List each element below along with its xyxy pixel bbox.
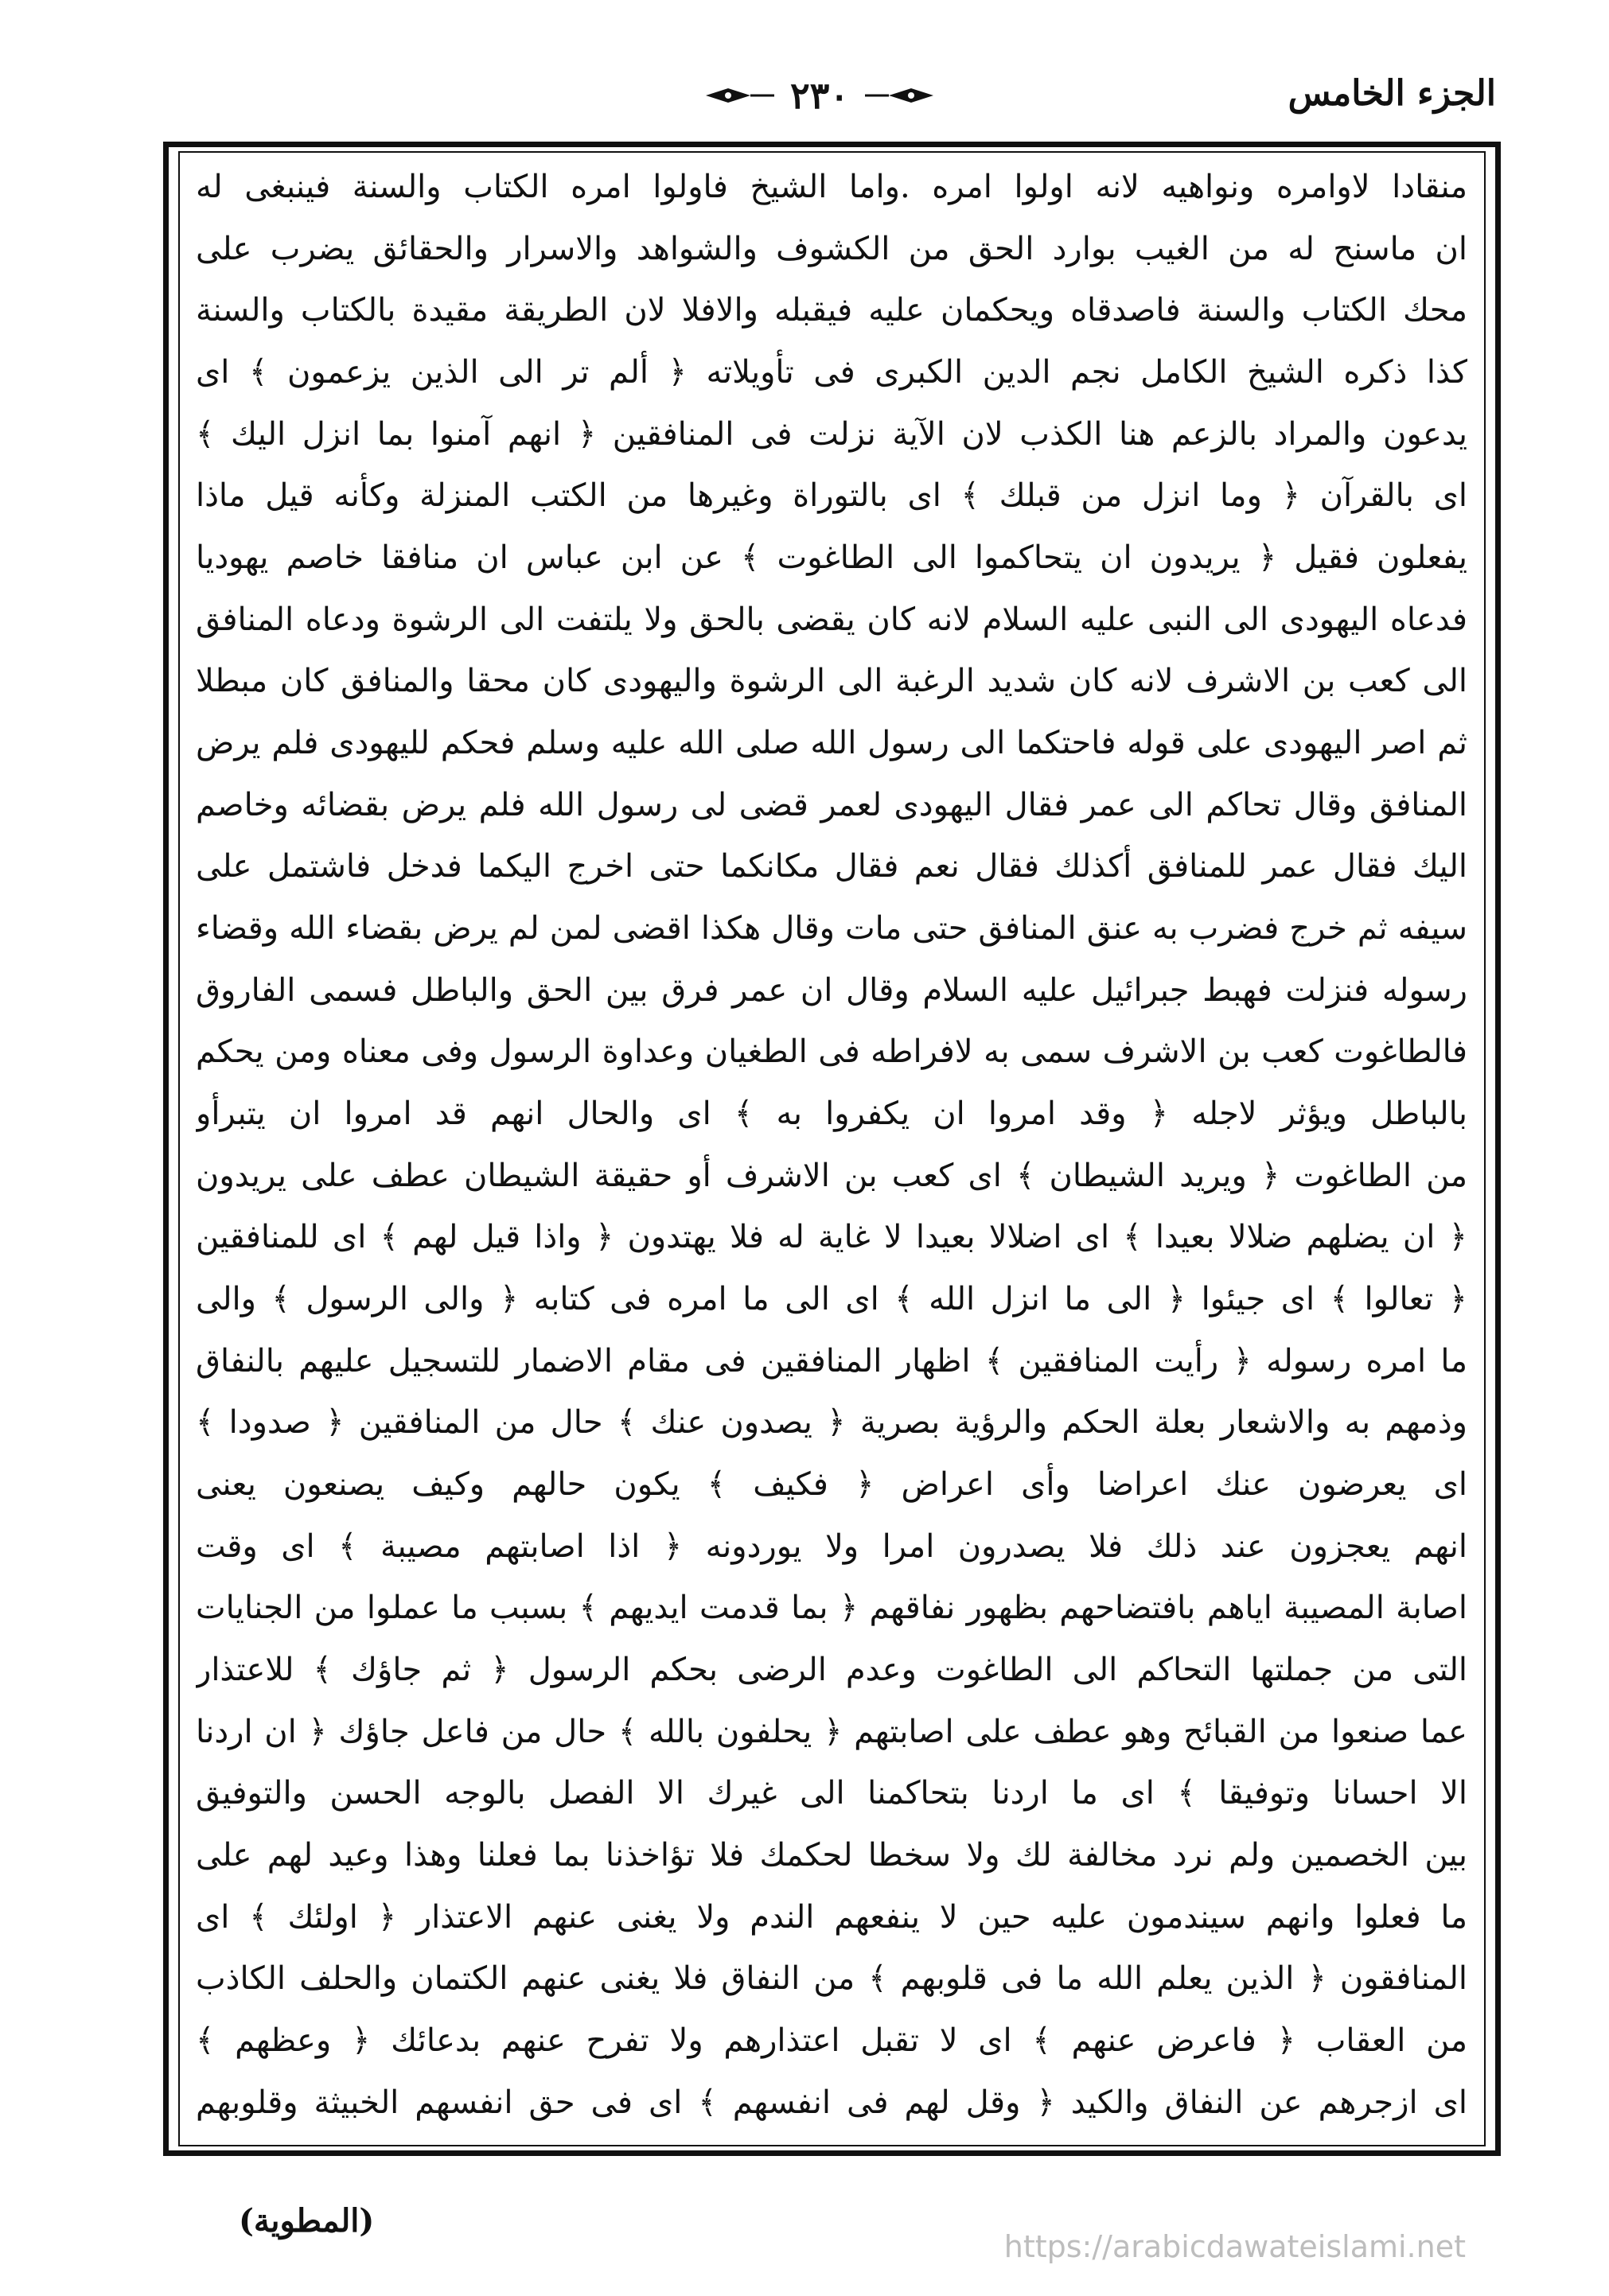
text-line: بين الخصمين ولم نرد مخالفة لك ولا سخطا لحكمك فلا تؤاخذنا بما فعلنا وهذا وعيد لهم على [196,1837,1467,1874]
text-line: محك الكتاب والسنة فاصدقاه ويحكمان عليه فيقبله والافلا لان الطريقة مقيدة بالكتاب والسنة [196,292,1467,329]
text-line: اليك فقال عمر للمنافق أكذلك فقال نعم فقال مكانكما حتى اخرج اليكما فدخل فاشتمل على [196,848,1467,885]
text-line: منقادا لاوامره ونواهيه لانه اولوا امره .واما الشيخ فاولوا امره الكتاب والسنة فينبغى له [196,169,1467,205]
source-watermark: https://arabicdawateislami.net [1003,2229,1466,2264]
text-line: المنافق وقال تحاكم الى عمر فقال اليهودى لعمر قضى لى رسول الله فلم يرض بقضائه وخاصم [196,786,1467,823]
text-line: من العقاب ﴿ فاعرض عنهم ﴾ اى لا تقبل اعتذارهم ولا تفرح عنهم بدعائك ﴿ وعظهم ﴾ [196,2022,1467,2060]
text-line: يدعون والمراد بالزعم هنا الكذب لان الآية نزلت فى المنافقين ﴿ انهم آمنوا بما انزل اليك ﴾ [196,415,1467,453]
text-line: وذمهم به والاشعار بعلة الحكم والرؤية بصرية ﴿ يصدون عنك ﴾ حال من المنافقين ﴿ صدودا ﴾ [196,1404,1467,1442]
text-line: من الطاغوت ﴿ ويريد الشيطان ﴾ اى كعب بن الاشرف أو حقيقة الشيطان عطف على يريدون [196,1157,1467,1194]
text-line: المنافقون ﴿ الذين يعلم الله ما فى قلوبهم ﴾ من النفاق فلا يغنى عنهم الكتمان والحلف الكاذب [196,1960,1467,1998]
text-line: الا احسانا وتوفيقا ﴾ اى ما اردنا بتحاكمنا الى غيرك الا الفصل بالوجه الحسن والتوفيق [196,1775,1467,1812]
page-number: ٢٣٠ [789,74,850,117]
text-line: ما فعلوا وانهم سيندمون عليه حين لا ينفعهم الندم ولا يغنى عنهم الاعتذار ﴿ اولئك ﴾ اى [196,1898,1467,1936]
text-line: اى بالقرآن ﴿ وما انزل من قبلك ﴾ اى بالتوراة وغيرها من الكتب المنزلة وكأنه قيل ماذا [196,477,1467,515]
text-line: يفعلون فقيل ﴿ يريدون ان يتحاكموا الى الطاغوت ﴾ عن ابن عباس ان منافقا خاصم يهوديا [196,539,1467,577]
text-line: سيفه ثم خرج فضرب به عنق المنافق حتى مات وقال هكذا اقضى لمن لم يرض بقضاء الله وقضاء [196,910,1467,948]
text-line: التى من جملتها التحاكم الى الطاغوت وعدم الرضى بحكم الرسول ﴿ ثم جاؤك ﴾ للاعتذار [196,1652,1467,1689]
text-line: اى يعرضون عنك اعراضا وأى اعراض ﴿ فكيف ﴾ يكون حالهم وكيف يصنعون يعنى [196,1466,1467,1504]
text-line: الى كعب بن الاشرف لانه كان شديد الرغبة الى الرشوة واليهودى كان محقا والمنافق كان مبطلا [196,663,1467,700]
text-line: ﴿ تعالوا ﴾ اى جيئوا ﴿ الى ما انزل الله ﴾ اى الى ما امره فى كتابه ﴿ والى الرسول ﴾ والى [196,1281,1467,1318]
text-line: كذا ذكره الشيخ الكامل نجم الدين الكبرى فى تأويلاته ﴿ ألم تر الى الذين يزعمون ﴾ اى [196,354,1467,391]
catchword: (المطوية) [239,2202,375,2240]
text-line: فالطاغوت كعب بن الاشرف سمى به لافراطه فى الطغيان وعداوة الرسول وفى معناه ومن يحكم [196,1033,1467,1071]
header-ornament-left-icon [704,84,776,107]
text-line: ما امره رسوله ﴿ رأيت المنافقين ﴾ اظهار المنافقين فى مقام الاضمار للتسجيل عليهم بالنفاق [196,1342,1467,1380]
text-line: بالباطل ويؤثر لاجله ﴿ وقد امروا ان يكفروا به ﴾ اى والحال انهم قد امروا ان يتبرأو [196,1095,1467,1133]
page-number-block [676,70,963,121]
text-line: رسوله فنزلت فهبط جبرائيل عليه السلام وقال ان عمر فرق بين الحق والباطل فسمى الفاروق [196,971,1467,1009]
text-line: ثم اصر اليهودى على قوله فاحتكما الى رسول الله صلى الله عليه وسلم فحكم لليهودى فلم يرض [196,725,1467,762]
text-line: ﴿ ان يضلهم ضلالا بعيدا ﴾ اى اضلالا بعيدا لا غاية له فلا يهتدون ﴿ واذا قيل لهم ﴾ اى للمنافقين [196,1219,1467,1256]
running-header [151,70,1496,126]
header-ornament-right-icon [863,84,935,107]
part-label: الجزء الخامس [1288,73,1496,114]
text-line: عما صنعوا من القبائح وهو عطف على اصابتهم ﴿ يحلفون بالله ﴾ حال من فاعل جاؤك ﴿ ان اردنا [196,1713,1467,1750]
text-line: اصابة المصيبة اياهم بافتضاحهم بظهور نفاقهم ﴿ بما قدمت ايديهم ﴾ بسبب ما عملوا من الجنايات [196,1590,1467,1627]
text-line: انهم يعجزون عند ذلك فلا يصدرون امرا ولا يوردونه ﴿ اذا اصابتهم مصيبة ﴾ اى وقت [196,1527,1467,1565]
text-line: فدعاه اليهودى الى النبى عليه السلام لانه كان يقضى بالحق ولا يلتفت الى الرشوة ودعاه المنافق [196,601,1467,638]
text-line: اى ازجرهم عن النفاق والكيد ﴿ وقل لهم فى انفسهم ﴾ اى فى حق انفسهم الخبيثة وقلوبهم [196,2084,1467,2121]
text-line: ان ماسنح له من الغيب بوارد الحق من الكشوف والشواهد والاسرار والحقائق يضرب على [196,230,1467,267]
body-text [196,156,1467,2137]
